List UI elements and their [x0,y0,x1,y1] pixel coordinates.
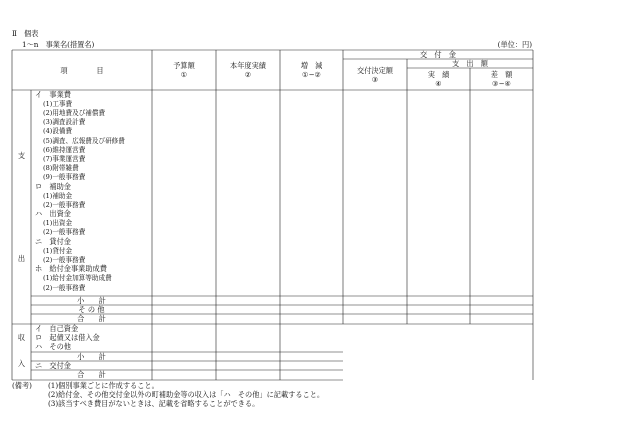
income-subtotal-label: 小 計 [77,352,106,361]
note-line: (2)給付金、その他交付金以外の町補助金等の収入は「ハ その他」に記載すること。 [48,390,325,399]
income-side-label-top: 収 [17,333,26,342]
expenditure-item: (4)設備費 [43,127,73,135]
income-item: ロ 起債又は借入金 [35,333,100,342]
expenditure-total-label: 合 計 [77,314,106,323]
actual-column-header: 本年度実績 [230,61,266,70]
income-item: イ 自己資金 [35,324,79,333]
expenditure-item: ホ 給付金事業助成費 [35,264,107,273]
expenditure-item: (1)給付金加算等助成費 [43,274,112,282]
expenditure-item: (7)事業運営費 [43,155,86,163]
results-column-header: 実 績 [427,70,450,79]
diff-column-header: 増 減 [300,61,323,70]
expenditure-item: (1)貸付金 [43,247,73,255]
note-line: (3)該当すべき費目がないときは、記載を省略することができる。 [48,399,260,408]
diff-column-number: ①−② [302,70,321,79]
income-side-label-bottom: 入 [17,359,26,368]
expenditure-side-label-bottom: 出 [17,254,26,263]
expenditure-item: (2)用地費及び補償費 [43,109,106,117]
expenditure-item: (2)一般事務費 [43,256,86,264]
expenditure-side-label-top: 支 [17,151,26,160]
income-grant-label: ニ 交付金 [35,361,71,370]
note-line: (1)個別事業ごとに作成すること。 [48,381,159,390]
grant-decision-column-number: ③ [371,75,379,84]
expenditure-item: (8)附帯雑費 [43,164,79,172]
grant-decision-column-header: 交付決定額 [357,66,393,75]
expenditure-item: (2)一般事務費 [43,201,86,209]
expenditure-item: (6)維持運営費 [43,146,86,154]
project-name-line: 1〜n 事業名(措置名) [22,40,95,49]
expenditure-item: ハ 出資金 [35,209,71,218]
expenditure-item: (2)一般事務費 [43,228,86,236]
expenditure-item: (1)補助金 [43,192,73,200]
income-item: ハ その他 [35,342,71,351]
expenditure-other-label: そ の 他 [78,305,105,314]
expenditure-group-header: 支 出 額 [452,59,488,68]
expenditure-item: (1)工事費 [43,100,73,108]
income-total-label: 合 計 [77,370,106,379]
notes-label: (備考) [12,381,32,390]
section-title: Ⅱ 個表 [12,29,39,38]
expenditure-item: (3)調査設計費 [43,118,86,126]
expenditure-item: イ 事業費 [35,90,71,99]
grant-group-header: 交 付 金 [420,50,456,59]
expenditure-subtotal-label: 小 計 [77,296,106,305]
expenditure-item: ニ 貸付金 [35,237,71,246]
expenditure-item: (9)一般事務費 [43,173,86,181]
item-column-header: 項 目 [60,66,104,75]
expenditure-item: (2)一般事務費 [43,284,86,292]
expenditure-item: (5)調査、広報費及び研修費 [43,137,125,145]
budget-column-header: 予算額 [173,61,195,70]
balance-column-header: 差 額 [490,70,513,79]
actual-column-number: ② [244,70,252,79]
expenditure-item: ロ 補助金 [35,182,71,191]
unit-label: (単位：円) [497,40,532,49]
expenditure-item: (1)出資金 [43,219,73,227]
budget-column-number: ① [180,70,188,79]
results-column-number: ④ [435,79,442,88]
balance-column-number: ③−④ [492,79,511,88]
